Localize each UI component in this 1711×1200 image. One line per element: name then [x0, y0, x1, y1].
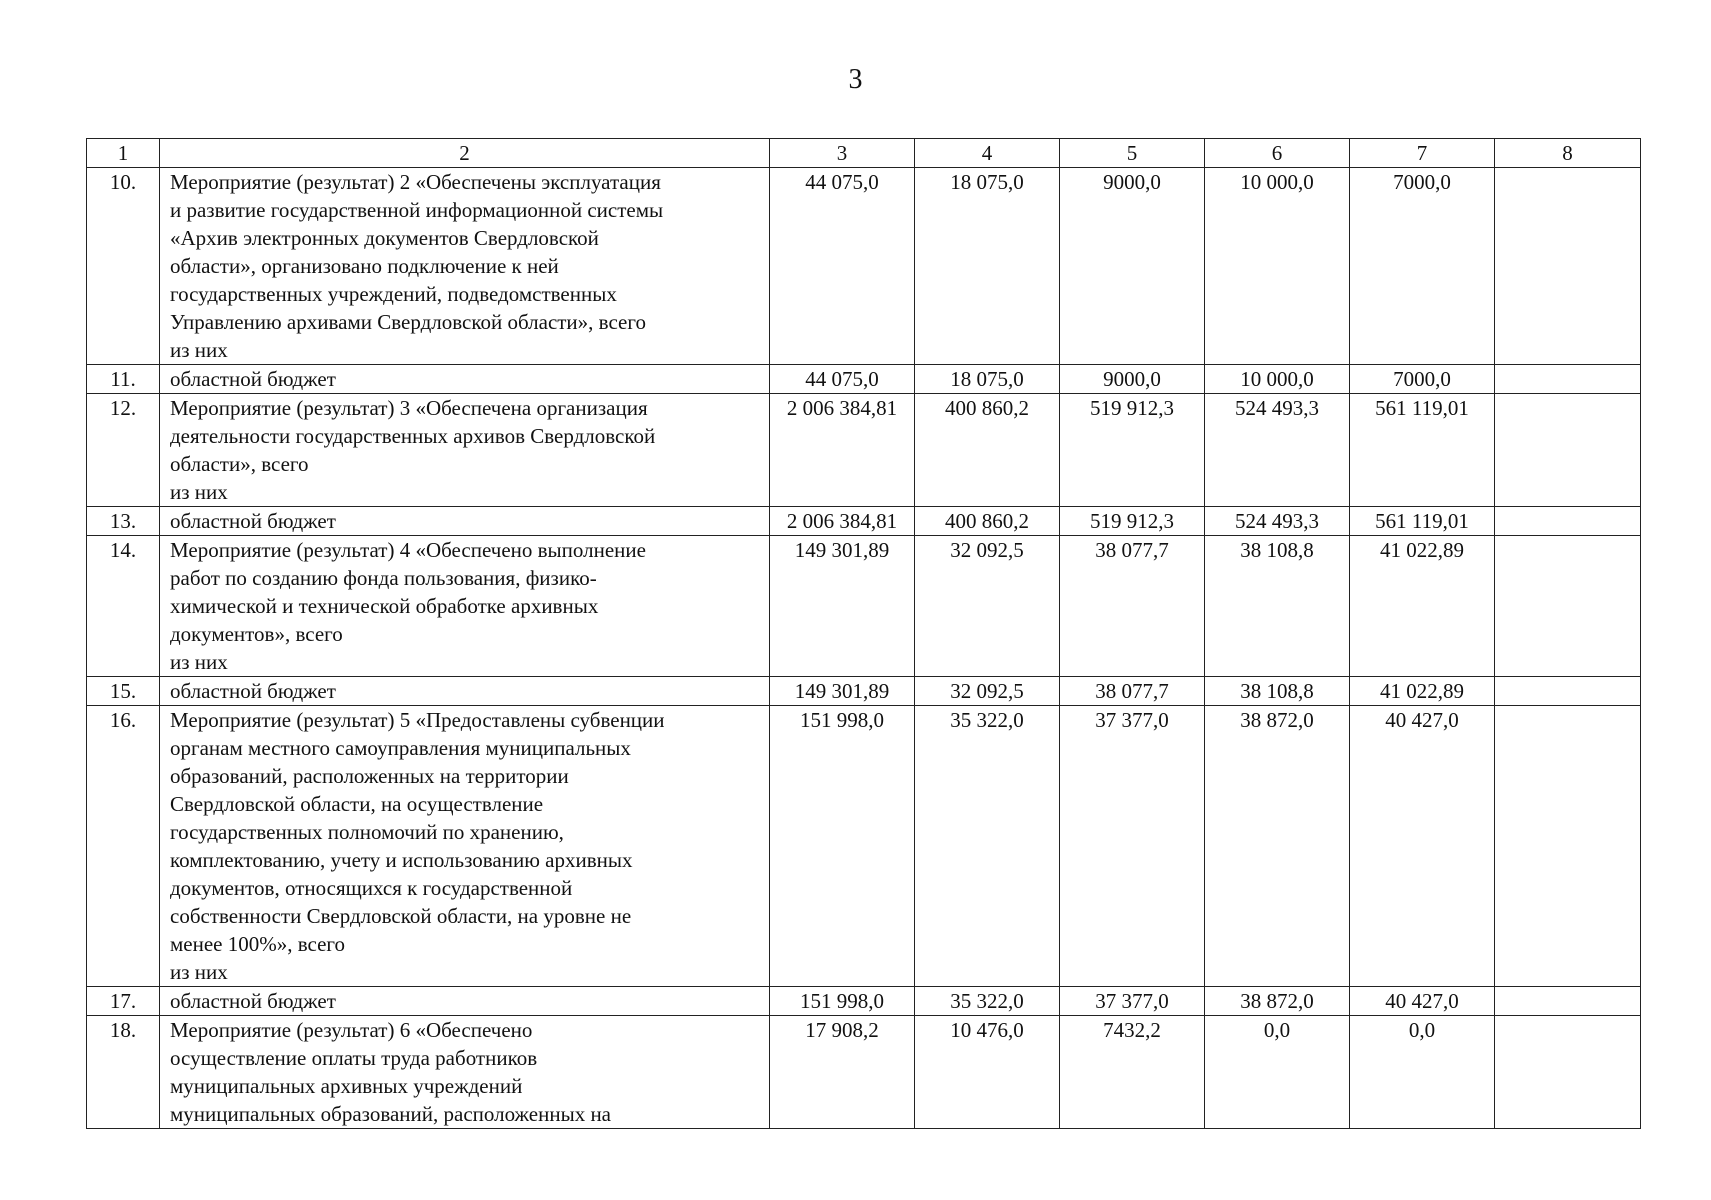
- description-line: образований, расположенных на территории: [170, 764, 569, 788]
- description-line: из них: [170, 960, 228, 984]
- value-cell: 519 912,3: [1060, 394, 1205, 507]
- value-cell: 9000,0: [1060, 168, 1205, 365]
- row-number: 10.: [87, 168, 160, 365]
- value-cell: 38 077,7: [1060, 536, 1205, 677]
- description-line: и развитие государственной информационной системы: [170, 198, 664, 222]
- value-cell: 38 077,7: [1060, 677, 1205, 706]
- row-description: [160, 1016, 770, 1129]
- description-line: Мероприятие (результат) 6 «Обеспечено: [170, 1018, 533, 1042]
- table-row: [87, 365, 1641, 394]
- value-cell: 151 998,0: [770, 706, 915, 987]
- value-cell: 38 108,8: [1205, 536, 1350, 677]
- description-line: области», всего: [170, 452, 309, 476]
- row-number: 12.: [87, 394, 160, 507]
- table-row: [87, 706, 1641, 987]
- value-cell: 40 427,0: [1350, 706, 1495, 987]
- value-cell: 149 301,89: [770, 536, 915, 677]
- value-cell: [1495, 394, 1641, 507]
- value-cell: 0,0: [1205, 1016, 1350, 1129]
- value-cell: 524 493,3: [1205, 394, 1350, 507]
- value-cell: 41 022,89: [1350, 536, 1495, 677]
- description-line: из них: [170, 338, 228, 362]
- value-cell: 151 998,0: [770, 987, 915, 1016]
- column-header: 5: [1060, 139, 1205, 168]
- value-cell: 44 075,0: [770, 365, 915, 394]
- table-row: [87, 677, 1641, 706]
- value-cell: 10 000,0: [1205, 168, 1350, 365]
- description-line: государственных учреждений, подведомственных: [170, 282, 617, 306]
- description-line: областной бюджет: [170, 679, 336, 703]
- description-line: Мероприятие (результат) 3 «Обеспечена организация: [170, 396, 648, 420]
- value-cell: 524 493,3: [1205, 507, 1350, 536]
- column-header: 8: [1495, 139, 1641, 168]
- column-header: 6: [1205, 139, 1350, 168]
- value-cell: 9000,0: [1060, 365, 1205, 394]
- value-cell: [1495, 677, 1641, 706]
- description-line: собственности Свердловской области, на уровне не: [170, 904, 632, 928]
- value-cell: 7000,0: [1350, 168, 1495, 365]
- description-line: муниципальных образований, расположенных на: [170, 1102, 611, 1126]
- value-cell: 18 075,0: [915, 365, 1060, 394]
- row-number: 11.: [87, 365, 160, 394]
- description-line: Мероприятие (результат) 5 «Предоставлены субвенции: [170, 708, 665, 732]
- row-number: 15.: [87, 677, 160, 706]
- description-line: осуществление оплаты труда работников: [170, 1046, 538, 1070]
- value-cell: 41 022,89: [1350, 677, 1495, 706]
- value-cell: 35 322,0: [915, 987, 1060, 1016]
- row-number: 17.: [87, 987, 160, 1016]
- value-cell: [1495, 987, 1641, 1016]
- column-header: 2: [160, 139, 770, 168]
- description-line: менее 100%», всего: [170, 932, 346, 956]
- row-description: [160, 507, 770, 536]
- value-cell: 2 006 384,81: [770, 507, 915, 536]
- value-cell: 38 872,0: [1205, 706, 1350, 987]
- description-line: химической и технической обработке архивных: [170, 594, 599, 618]
- description-line: комплектованию, учету и использованию архивных: [170, 848, 633, 872]
- row-number: 14.: [87, 536, 160, 677]
- value-cell: 17 908,2: [770, 1016, 915, 1129]
- description-line: Мероприятие (результат) 2 «Обеспечены эксплуатация: [170, 170, 661, 194]
- column-header: 3: [770, 139, 915, 168]
- value-cell: 149 301,89: [770, 677, 915, 706]
- table-row: [87, 507, 1641, 536]
- description-line: Свердловской области, на осуществление: [170, 792, 544, 816]
- description-line: деятельности государственных архивов Свердловской: [170, 424, 656, 448]
- description-line: работ по созданию фонда пользования, физико-: [170, 566, 597, 590]
- description-line: области», организовано подключение к ней: [170, 254, 559, 278]
- value-cell: [1495, 507, 1641, 536]
- value-cell: 10 000,0: [1205, 365, 1350, 394]
- header-row: [87, 139, 1641, 168]
- value-cell: [1495, 168, 1641, 365]
- value-cell: 35 322,0: [915, 706, 1060, 987]
- description-line: «Архив электронных документов Свердловской: [170, 226, 599, 250]
- row-description: [160, 987, 770, 1016]
- value-cell: 38 108,8: [1205, 677, 1350, 706]
- column-header: 4: [915, 139, 1060, 168]
- row-description: [160, 706, 770, 987]
- value-cell: [1495, 1016, 1641, 1129]
- value-cell: 7000,0: [1350, 365, 1495, 394]
- description-line: государственных полномочий по хранению,: [170, 820, 564, 844]
- budget-table: [86, 138, 1641, 1129]
- value-cell: 561 119,01: [1350, 394, 1495, 507]
- value-cell: 40 427,0: [1350, 987, 1495, 1016]
- description-line: из них: [170, 480, 228, 504]
- column-header: 7: [1350, 139, 1495, 168]
- value-cell: 561 119,01: [1350, 507, 1495, 536]
- value-cell: 44 075,0: [770, 168, 915, 365]
- row-description: [160, 394, 770, 507]
- value-cell: 32 092,5: [915, 677, 1060, 706]
- value-cell: 10 476,0: [915, 1016, 1060, 1129]
- description-line: документов», всего: [170, 622, 343, 646]
- description-line: Мероприятие (результат) 4 «Обеспечено выполнение: [170, 538, 646, 562]
- description-line: Управлению архивами Свердловской области», всего: [170, 310, 646, 334]
- description-line: областной бюджет: [170, 989, 336, 1013]
- row-number: 18.: [87, 1016, 160, 1129]
- value-cell: 18 075,0: [915, 168, 1060, 365]
- description-line: документов, относящихся к государственной: [170, 876, 573, 900]
- row-description: [160, 365, 770, 394]
- description-line: областной бюджет: [170, 509, 336, 533]
- value-cell: 519 912,3: [1060, 507, 1205, 536]
- table-row: [87, 1016, 1641, 1129]
- value-cell: 2 006 384,81: [770, 394, 915, 507]
- description-line: муниципальных архивных учреждений: [170, 1074, 523, 1098]
- description-line: областной бюджет: [170, 367, 336, 391]
- row-description: [160, 677, 770, 706]
- value-cell: 0,0: [1350, 1016, 1495, 1129]
- row-number: 13.: [87, 507, 160, 536]
- description-line: из них: [170, 650, 228, 674]
- value-cell: [1495, 536, 1641, 677]
- table-row: [87, 536, 1641, 677]
- value-cell: 400 860,2: [915, 507, 1060, 536]
- value-cell: 7432,2: [1060, 1016, 1205, 1129]
- value-cell: 32 092,5: [915, 536, 1060, 677]
- value-cell: [1495, 706, 1641, 987]
- row-description: [160, 536, 770, 677]
- value-cell: 37 377,0: [1060, 706, 1205, 987]
- value-cell: 38 872,0: [1205, 987, 1350, 1016]
- table-row: [87, 987, 1641, 1016]
- value-cell: 400 860,2: [915, 394, 1060, 507]
- row-description: [160, 168, 770, 365]
- description-line: органам местного самоуправления муниципальных: [170, 736, 631, 760]
- value-cell: [1495, 365, 1641, 394]
- page-number: 3: [848, 64, 863, 95]
- table-row: [87, 168, 1641, 365]
- table-row: [87, 394, 1641, 507]
- column-header: 1: [87, 139, 160, 168]
- value-cell: 37 377,0: [1060, 987, 1205, 1016]
- row-number: 16.: [87, 706, 160, 987]
